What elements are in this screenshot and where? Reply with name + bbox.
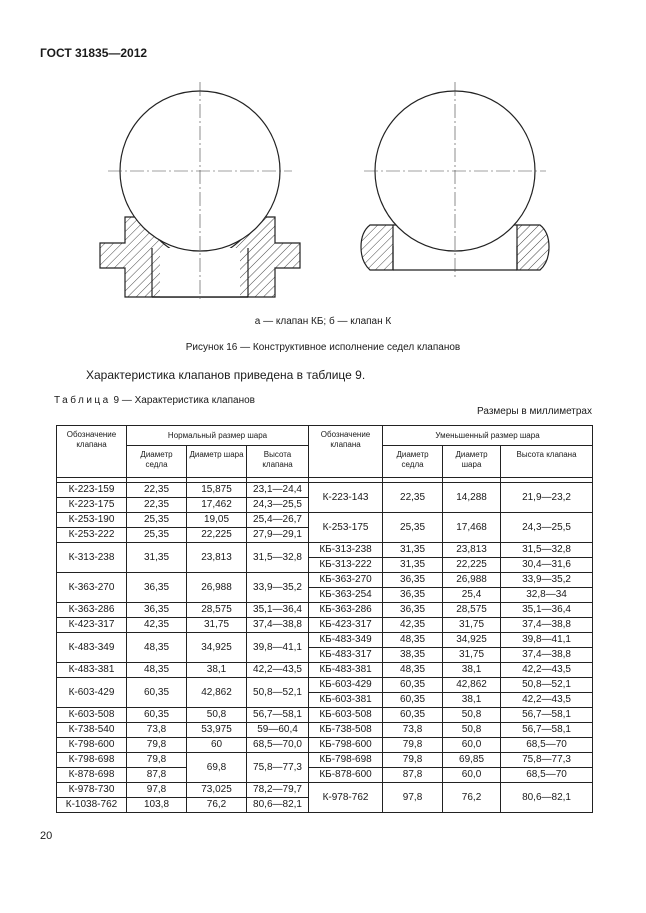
table-cell: 80,6—82,1	[501, 783, 593, 813]
table-cell: 17,468	[443, 513, 501, 543]
valve-seat-figure	[0, 0, 646, 310]
table-cell: 50,8	[443, 708, 501, 723]
table-cell: 14,288	[443, 483, 501, 513]
header-seat-left: Диаметр седла	[127, 446, 187, 478]
table-cell: К-483-349	[57, 633, 127, 663]
table-row	[57, 738, 593, 753]
table-cell: 36,35	[383, 588, 443, 603]
table-cell: КБ-423-317	[309, 618, 383, 633]
table-cell: 38,35	[383, 648, 443, 663]
table-cell: 15,875	[187, 483, 247, 498]
table-cell: 26,988	[187, 573, 247, 603]
table-cell: КБ-878-600	[309, 768, 383, 783]
table-cell: 42,35	[383, 618, 443, 633]
table-cell: 73,8	[383, 723, 443, 738]
table-cell: 60,35	[127, 708, 187, 723]
table-cell: К-223-143	[309, 483, 383, 513]
table-cell: 24,3—25,5	[247, 498, 309, 513]
table-row	[57, 603, 593, 618]
table-cell: 31,5—32,8	[501, 543, 593, 558]
valve-kb-drawing	[100, 82, 300, 300]
table-cell: 68,5—70	[501, 768, 593, 783]
units-note: Размеры в миллиметрах	[477, 406, 592, 417]
table-row	[57, 663, 593, 678]
table-cell: К-603-429	[57, 678, 127, 708]
table-row	[57, 678, 593, 693]
header-designation-right: Обозначение клапана	[309, 426, 383, 478]
table-cell: КБ-738-508	[309, 723, 383, 738]
table-cell: 60,0	[443, 738, 501, 753]
table-cell: 53,975	[187, 723, 247, 738]
table-cell: 33,9—35,2	[501, 573, 593, 588]
table-cell: 69,8	[187, 753, 247, 783]
table-cell: 25,4—26,7	[247, 513, 309, 528]
header-designation-left: Обозначение клапана	[57, 426, 127, 478]
table-cell: 42,2—43,5	[501, 693, 593, 708]
table-cell: 22,225	[443, 558, 501, 573]
table-cell: 69,85	[443, 753, 501, 768]
table-row	[57, 483, 593, 498]
table-cell: К-878-698	[57, 768, 127, 783]
table-cell: КБ-798-600	[309, 738, 383, 753]
table-cell: К-313-238	[57, 543, 127, 573]
table-cell: 25,35	[127, 528, 187, 543]
table-cell: 79,8	[383, 738, 443, 753]
table-cell: КБ-363-254	[309, 588, 383, 603]
table-cell: КБ-363-270	[309, 573, 383, 588]
table-cell: КБ-483-349	[309, 633, 383, 648]
table-cell: 73,8	[127, 723, 187, 738]
header-height-right: Высота клапана	[501, 446, 593, 478]
table-cell: 28,575	[443, 603, 501, 618]
valve-characteristics-table	[56, 425, 593, 813]
header-ball-left: Диаметр шара	[187, 446, 247, 478]
table-cell: 31,75	[187, 618, 247, 633]
table-cell: 79,8	[127, 738, 187, 753]
header-ball-right: Диаметр шара	[443, 446, 501, 478]
table-cell: 73,025	[187, 783, 247, 798]
table-cell: 30,4—31,6	[501, 558, 593, 573]
table-cell: 36,35	[127, 603, 187, 618]
table-cell: 22,225	[187, 528, 247, 543]
table-cell: 36,35	[383, 603, 443, 618]
table-cell: КБ-313-222	[309, 558, 383, 573]
table-cell: К-253-222	[57, 528, 127, 543]
table-cell: 22,35	[127, 483, 187, 498]
table-cell: К-363-270	[57, 573, 127, 603]
table-cell: 60,35	[383, 693, 443, 708]
table-cell: 38,1	[443, 663, 501, 678]
table-cell: 56,7—58,1	[501, 708, 593, 723]
table-title: Таблица 9 — Характеристика клапанов	[54, 395, 255, 406]
table-cell: 34,925	[187, 633, 247, 663]
table-row	[57, 543, 593, 558]
figure-subcaption: а — клапан КБ; б — клапан К	[254, 316, 392, 327]
table-cell: 37,4—38,8	[501, 648, 593, 663]
table-cell: КБ-483-317	[309, 648, 383, 663]
table-cell: 50,8—52,1	[247, 678, 309, 708]
table-cell: 60,35	[127, 678, 187, 708]
table-cell: 60,35	[383, 708, 443, 723]
table-cell: 60,35	[383, 678, 443, 693]
table-cell: 22,35	[383, 483, 443, 513]
valve-k-drawing	[361, 82, 549, 278]
table-cell: 39,8—41,1	[247, 633, 309, 663]
table-cell: 103,8	[127, 798, 187, 813]
table-cell: КБ-603-508	[309, 708, 383, 723]
table-cell: К-223-175	[57, 498, 127, 513]
table-cell: КБ-798-698	[309, 753, 383, 768]
table-cell: 25,35	[383, 513, 443, 543]
table-cell: К-483-381	[57, 663, 127, 678]
table-cell: 31,75	[443, 618, 501, 633]
table-row	[57, 783, 593, 798]
intro-paragraph: Характеристика клапанов приведена в таблице 9.	[86, 368, 366, 382]
table-row	[57, 573, 593, 588]
table-cell: КБ-313-238	[309, 543, 383, 558]
table-cell: 68,5—70	[501, 738, 593, 753]
table-cell: 39,8—41,1	[501, 633, 593, 648]
table-cell: 17,462	[187, 498, 247, 513]
table-cell: 87,8	[383, 768, 443, 783]
table-cell: 68,5—70,0	[247, 738, 309, 753]
table-cell: К-798-600	[57, 738, 127, 753]
table-cell: 19,05	[187, 513, 247, 528]
table-cell: 36,35	[383, 573, 443, 588]
table-cell: 28,575	[187, 603, 247, 618]
table-cell: К-363-286	[57, 603, 127, 618]
table-cell: 48,35	[127, 633, 187, 663]
table-cell: 35,1—36,4	[501, 603, 593, 618]
table-cell: 37,4—38,8	[501, 618, 593, 633]
table-cell: КБ-603-429	[309, 678, 383, 693]
table-cell: К-978-762	[309, 783, 383, 813]
table-cell: 23,813	[187, 543, 247, 573]
table-cell: 75,8—77,3	[501, 753, 593, 768]
table-cell: 42,2—43,5	[501, 663, 593, 678]
table-cell: 78,2—79,7	[247, 783, 309, 798]
table-cell: 23,813	[443, 543, 501, 558]
table-cell: 34,925	[443, 633, 501, 648]
table-cell: 32,8—34	[501, 588, 593, 603]
standard-header: ГОСТ 31835—2012	[40, 46, 148, 60]
page-number: 20	[40, 830, 53, 842]
table-cell: 31,35	[127, 543, 187, 573]
table-cell: 50,8	[443, 723, 501, 738]
table-cell: 97,8	[127, 783, 187, 798]
table-cell: 31,75	[443, 648, 501, 663]
table-cell: КБ-483-381	[309, 663, 383, 678]
table-row	[57, 633, 593, 648]
table-cell: 25,35	[127, 513, 187, 528]
table-cell: 56,7—58,1	[501, 723, 593, 738]
table-cell: К-978-730	[57, 783, 127, 798]
table-cell: 33,9—35,2	[247, 573, 309, 603]
table-row	[57, 723, 593, 738]
table-row	[57, 768, 593, 783]
table-cell: 31,5—32,8	[247, 543, 309, 573]
header-seat-right: Диаметр седла	[383, 446, 443, 478]
table-cell: 27,9—29,1	[247, 528, 309, 543]
header-normal-group: Нормальный размер шара	[127, 426, 309, 446]
table-cell: К-738-540	[57, 723, 127, 738]
table-cell: 80,6—82,1	[247, 798, 309, 813]
table-cell: К-1038-762	[57, 798, 127, 813]
table-cell: К-603-508	[57, 708, 127, 723]
table-cell: 37,4—38,8	[247, 618, 309, 633]
figure-caption: Рисунок 16 — Конструктивное исполнение седел клапанов	[185, 342, 461, 353]
table-row	[57, 618, 593, 633]
table-cell: К-253-175	[309, 513, 383, 543]
table-cell: 31,35	[383, 558, 443, 573]
table-cell: 79,8	[127, 753, 187, 768]
table-cell: 50,8—52,1	[501, 678, 593, 693]
table-cell: 56,7—58,1	[247, 708, 309, 723]
table-cell: 35,1—36,4	[247, 603, 309, 618]
table-cell: 59—60,4	[247, 723, 309, 738]
header-height-left: Высота клапана	[247, 446, 309, 478]
header-reduced-group: Уменьшенный размер шара	[383, 426, 593, 446]
table-cell: 76,2	[187, 798, 247, 813]
table-cell: 42,862	[187, 678, 247, 708]
table-cell: 36,35	[127, 573, 187, 603]
table-row	[57, 708, 593, 723]
table-cell: 75,8—77,3	[247, 753, 309, 783]
table-cell: 38,1	[443, 693, 501, 708]
table-cell: 42,862	[443, 678, 501, 693]
table-cell: К-223-159	[57, 483, 127, 498]
table-cell: 48,35	[127, 663, 187, 678]
table-cell: 50,8	[187, 708, 247, 723]
table-cell: К-423-317	[57, 618, 127, 633]
table-cell: 60	[187, 738, 247, 753]
table-cell: 26,988	[443, 573, 501, 588]
table-row	[57, 513, 593, 528]
table-cell: К-798-698	[57, 753, 127, 768]
table-cell: 22,35	[127, 498, 187, 513]
table-cell: 48,35	[383, 633, 443, 648]
table-cell: 38,1	[187, 663, 247, 678]
table-cell: КБ-603-381	[309, 693, 383, 708]
table-cell: КБ-363-286	[309, 603, 383, 618]
table-cell: 31,35	[383, 543, 443, 558]
table-cell: 23,1—24,4	[247, 483, 309, 498]
table-cell: 21,9—23,2	[501, 483, 593, 513]
table-row	[57, 753, 593, 768]
table-cell: 25,4	[443, 588, 501, 603]
table-cell: 97,8	[383, 783, 443, 813]
table-cell: 48,35	[383, 663, 443, 678]
table-cell: 42,2—43,5	[247, 663, 309, 678]
table-cell: К-253-190	[57, 513, 127, 528]
table-cell: 42,35	[127, 618, 187, 633]
table-cell: 76,2	[443, 783, 501, 813]
table-cell: 24,3—25,5	[501, 513, 593, 543]
table-cell: 79,8	[383, 753, 443, 768]
table-cell: 60,0	[443, 768, 501, 783]
table-cell: 87,8	[127, 768, 187, 783]
